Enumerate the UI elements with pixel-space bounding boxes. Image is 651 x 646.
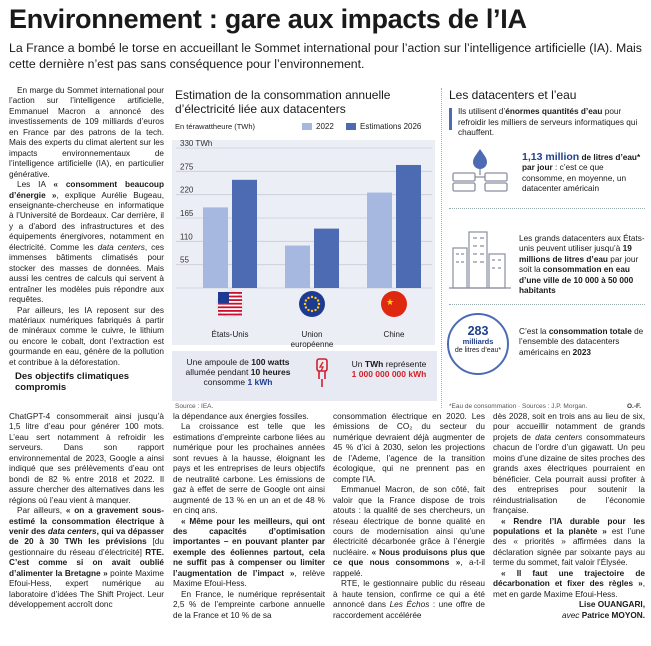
flag-stripe	[218, 306, 242, 308]
bar-2022	[285, 246, 310, 288]
stat-total-consumption: C’est la consommation totale de l’ensemble des datacenters américains en 2023	[519, 327, 644, 357]
category-label: Union européenne	[290, 330, 334, 349]
y-tick-label: 220	[180, 185, 194, 195]
energy-equivalence-box	[172, 351, 437, 401]
article-column-2	[173, 412, 325, 621]
standfirst: La France a bombé le torse en accueillant le Sommet international pour l’action sur l’intelligence artificielle (IA). Mais cette dernière n’est pas sans conséquence pour l’environnement.	[9, 41, 642, 71]
paragraph: Les IA « consomment beaucoup d’énergie », explique Aurélie Bugeau, enseignante-chercheuse en informatique à l’Université de Bordeaux. Car derrière, il y a d’abord des infrastructures et des équipements énergivores, notamment en électricité. Comme les data centers, ces immenses bâtiments climatisés pour stocker des masses de données. Mais aussi les centres de calculs qui servent à entraîner les modèles puis répondre aux requêtes.	[9, 180, 164, 305]
eu-star	[307, 297, 309, 299]
eu-flag-icon	[299, 291, 325, 317]
paragraph: RTE, le gestionnaire public du réseau à haute tension, confirme ce qui a été annoncé dans Les Échos : une offre de raccordement accélérée	[333, 579, 485, 620]
credit: O.-F.	[627, 403, 642, 410]
china-star: ★	[386, 297, 395, 307]
city-buildings-icon	[447, 224, 513, 292]
flag-canton	[218, 292, 229, 303]
paragraph: « Rendre l’IA durable pour les populations et la planète » est l’une des « priorités » affirmées dans la déclaration signée par soixante pays au terme du sommet, fait valoir l’Élysée.	[493, 516, 645, 568]
divider	[449, 208, 645, 209]
paragraph: consommation électrique en 2020. Les émissions de CO₂ du secteur du numérique devraient déjà augmenter de 45 % d’ici à 2030, selon les projections de l’Ademe, l’agence de la transition écologique, qui ne prennent pas en compte l’IA.	[333, 412, 485, 484]
paragraph: En marge du Sommet international pour l’action sur l’intelligence artificielle, Emmanuel Macron a annoncé des investissements de 109 milliards d’euros en France par des patrons de la tech. Mais des experts du climat alertent sur les impacts environnementaux de l’intelligence artificielle (IA), en particulier générative.	[9, 86, 164, 179]
article-intro-column	[9, 86, 164, 396]
paragraph: Emmanuel Macron, de son côté, fait valoir que la France dispose de trois atouts : la qualité de ses chercheurs, un réseau électrique de bonne qualité en cours de modernisation ainsi qu’une électricité décarbonée grâce à l’énergie nucléaire. « Nous produisons plus que ce que nous consommons », a-t-il rappelé.	[333, 485, 485, 578]
flag-stripe	[218, 303, 242, 305]
y-tick-label: 55	[180, 255, 189, 265]
water-intro: Ils utilisent d’énormes quantités d’eau pour refroidir les milliers de serveurs informatiques qui chauffent.	[458, 107, 638, 137]
bulb-note: Une ampoule de 100 watts allumée pendant 10 heures consomme 1 kWh	[185, 357, 291, 387]
bar-2026	[232, 180, 257, 288]
byline: Lise OUANGARI, avec Patrice MOYON.	[562, 600, 645, 620]
article-column-3	[333, 412, 485, 621]
paragraph: dès 2028, soit en trois ans au lieu de six, pour accueillir notamment de grands projets de data centers consommateurs chacun de l’ordre d’un gigawatt. Un peu moins d’une dizaine de sites proches des grands axes électriques pourraient en bénéficier. Cela pourrait aussi profiter à des entreprises pour soutenir la réindustrialisation de l’économie française.	[493, 412, 646, 516]
paragraph: La croissance est telle que les estimations d’empreinte carbone liées au numérique pour les prochaines années sont revues à la hausse, éloignant les pays et les entreprises de leurs objectifs de neutralité carbone. Les émissions de gaz à effet de serre de Google ont ainsi augmenté de 13 % en un an et de 48 % en cinq ans.	[173, 422, 325, 516]
eu-star	[314, 309, 316, 311]
category-label: Chine	[383, 330, 405, 339]
total-water-stat-circle: 283 milliards de litres d’eau*	[447, 313, 509, 375]
paragraph: Par ailleurs, les IA reposent sur des matériaux numériques fabriqués à partir de minéraux comme le cuivre, le lithium ou encore le cobalt, dont l’extraction est gourmande en eau, génère de la pollution et contribue à la déforestation.	[9, 305, 164, 367]
eu-star	[311, 296, 313, 298]
eu-star	[304, 303, 306, 305]
twh-note: Un TWh représente 1 000 000 000 kWh	[351, 359, 427, 379]
flag-stripe	[218, 310, 242, 312]
y-tick-label: 330 TWh	[180, 140, 213, 148]
eu-star	[305, 306, 307, 308]
article-column-1	[9, 412, 164, 611]
chart-title: Estimation de la consommation annuelle d’électricité liée aux datacenters	[175, 88, 391, 116]
y-tick-label: 110	[180, 232, 193, 242]
article-column-4	[493, 412, 645, 621]
paragraph: Par ailleurs, « on a gravement sous-estimé la consommation électrique à venir des data centers, qui va dépasser de 20 à 30 TWh les prévisions [du gestionnaire du réseau d’électricité] RTE. C’est comme si on avait oublié d’alimenter la Bretagne » pointe Maxime Efoui-Hess, expert numérique au laboratoire d’idées The Shift Project. Leur développement accroît donc	[9, 506, 165, 610]
y-tick-label: 275	[180, 162, 194, 172]
bar-chart	[172, 140, 435, 345]
bar-2022	[367, 193, 392, 288]
chart-source: Source : IEA.	[175, 403, 214, 410]
stat-large-datacenter: Les grands datacenters aux États-unis peuvent utiliser jusqu’à 19 millions de litres d’eau par jour soit la consommation en eau d’une ville de 10 000 à 50 000 habitants	[519, 234, 645, 296]
eu-star	[311, 310, 313, 312]
bar-2026	[396, 165, 421, 288]
eu-star	[317, 306, 319, 308]
eu-star	[307, 309, 309, 311]
bar-2022	[203, 207, 228, 288]
legend-2026: Estimations 2026	[346, 122, 421, 131]
accent-bar	[449, 108, 452, 130]
divider	[441, 88, 442, 408]
section-heading: Des objectifs climatiques compromis	[15, 371, 130, 394]
eu-star	[314, 297, 316, 299]
paragraph: « Il faut une trajectoire de décarbonation et fixer des règles », met en garde Maxime Efoui-Hess.	[493, 568, 645, 599]
eu-star	[317, 299, 319, 301]
flag-stripe	[218, 314, 242, 316]
category-label: États-Unis	[211, 330, 249, 339]
stat-average-datacenter: 1,13 million de litres d’eau* par jour : c’est ce que consomme, en moyenne, un datacenter américain	[522, 151, 641, 194]
eu-star	[305, 299, 307, 301]
paragraph: « Même pour les meilleurs, qui ont des capacités d’optimisation importantes – en pouvant planter par exemple des éoliennes partout, cela ne suffit pas à compenser ou limiter l’augmentation de l’impact », relève Maxime Efoui-Hess.	[173, 516, 325, 589]
bar-2026	[314, 229, 339, 288]
eu-star	[318, 303, 320, 305]
paragraph: la dépendance aux énergies fossiles.	[173, 412, 309, 421]
water-source: *Eau de consommation · Sources : J.P. Morgan.	[449, 403, 588, 410]
paragraph: ChatGPT-4 consommerait ainsi jusqu’à 1,5 litre d’eau pour générer 100 mots. L’eau sert notamment à refroidir les serveurs. Dans son rapport environnemental de 2023, Google a ainsi indiqué que ses prélèvements d’eau ont bondi de 82 % entre 2018 et 2022. Il assure chercher des alternatives dans les régions où l’eau vient à manquer.	[9, 412, 164, 505]
chart-unit: En térawattheure (TWh)	[175, 122, 256, 131]
server-water-drop-icon	[449, 147, 511, 197]
water-panel-title: Les datacenters et l’eau	[449, 88, 577, 102]
y-tick-label: 165	[180, 209, 194, 218]
headline: Environnement : gare aux impacts de l’IA	[9, 4, 527, 34]
plug-bolt-icon	[309, 357, 335, 389]
legend-2022: 2022	[302, 122, 334, 131]
divider	[449, 304, 645, 305]
paragraph: En France, le numérique représentait 2,5 % de l’empreinte carbone annuelle de la France et 10 % de sa	[173, 589, 325, 620]
